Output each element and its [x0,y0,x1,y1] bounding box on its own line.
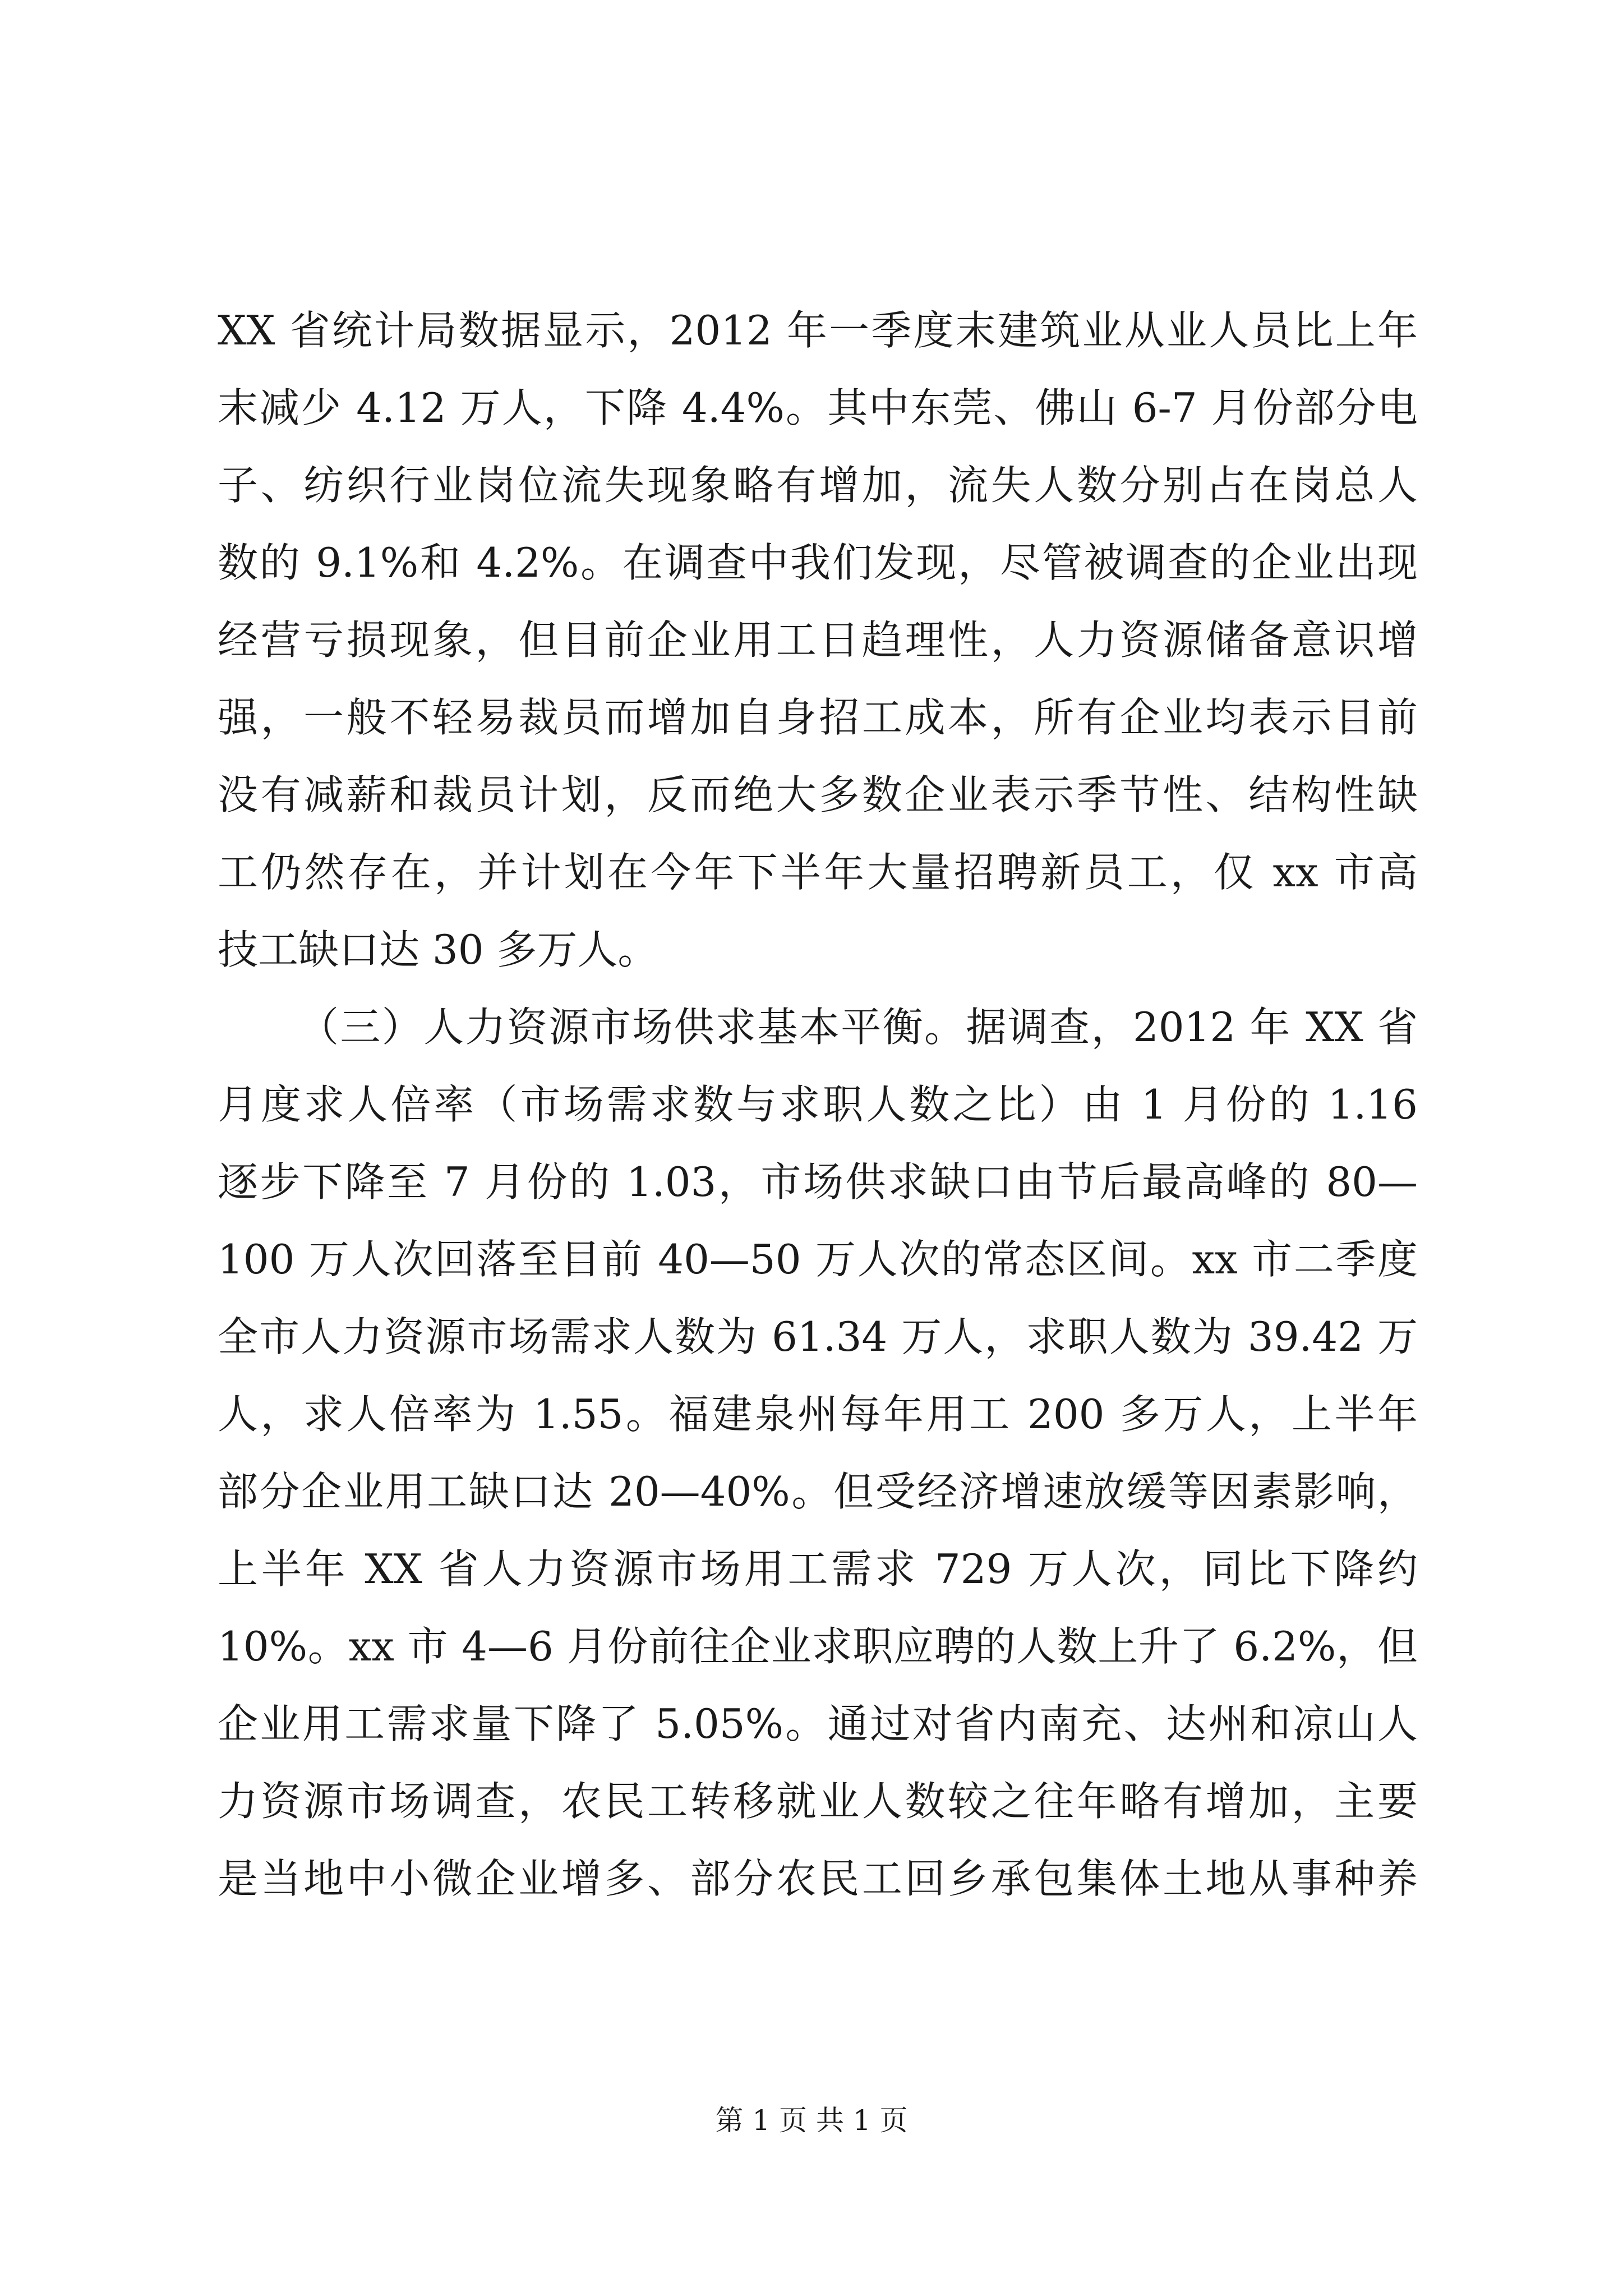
text-line: XX 省统计局数据显示，2012 年一季度末建筑业从业人员比上年 [218,307,1418,354]
document-body [218,292,1418,1917]
text-line: 部分企业用工缺口达 20—40%。但受经济增速放缓等因素影响， [218,1468,1418,1515]
text-line: 上半年 XX 省人力资源市场用工需求 729 万人次，同比下降约 [218,1545,1418,1593]
text-line: 企业用工需求量下降了 5.05%。通过对省内南充、达州和凉山人 [218,1700,1418,1747]
text-line: 10%。xx 市 4—6 月份前往企业求职应聘的人数上升了 6.2%，但 [218,1623,1418,1670]
text-line: 是当地中小微企业增多、部分农民工回乡承包集体土地从事种养 [218,1855,1418,1902]
text-line: 工仍然存在，并计划在今年下半年大量招聘新员工，仅 xx 市高 [218,849,1418,896]
text-line: 力资源市场调查，农民工转移就业人数较之往年略有增加，主要 [218,1778,1418,1825]
section-heading-line: （三）人力资源市场供求基本平衡。据调查，2012 年 XX 省 [298,1004,1418,1051]
text-line: 经营亏损现象，但目前企业用工日趋理性，人力资源储备意识增 [218,616,1418,664]
text-line: 人，求人倍率为 1.55。福建泉州每年用工 200 多万人，上半年 [218,1391,1418,1438]
page-footer: 第 1 页 共 1 页 [715,2104,908,2137]
text-line: 数的 9.1%和 4.2%。在调查中我们发现，尽管被调查的企业出现 [218,539,1418,586]
text-line: 子、纺织行业岗位流失现象略有增加，流失人数分别占在岗总人 [218,462,1418,509]
text-line: 全市人力资源市场需求人数为 61.34 万人，求职人数为 39.42 万 [218,1313,1418,1360]
text-line: 末减少 4.12 万人，下降 4.4%。其中东莞、佛山 6-7 月份部分电 [218,384,1418,431]
text-line: 强，一般不轻易裁员而增加自身招工成本，所有企业均表示目前 [218,694,1418,741]
text-line: 逐步下降至 7 月份的 1.03，市场供求缺口由节后最高峰的 80— [218,1158,1418,1205]
text-line: 没有减薪和裁员计划，反而绝大多数企业表示季节性、结构性缺 [218,771,1418,818]
text-line: 100 万人次回落至目前 40—50 万人次的常态区间。xx 市二季度 [218,1236,1418,1283]
text-line: 技工缺口达 30 多万人。 [218,926,658,973]
text-line: 月度求人倍率（市场需求数与求职人数之比）由 1 月份的 1.16 [218,1081,1418,1128]
